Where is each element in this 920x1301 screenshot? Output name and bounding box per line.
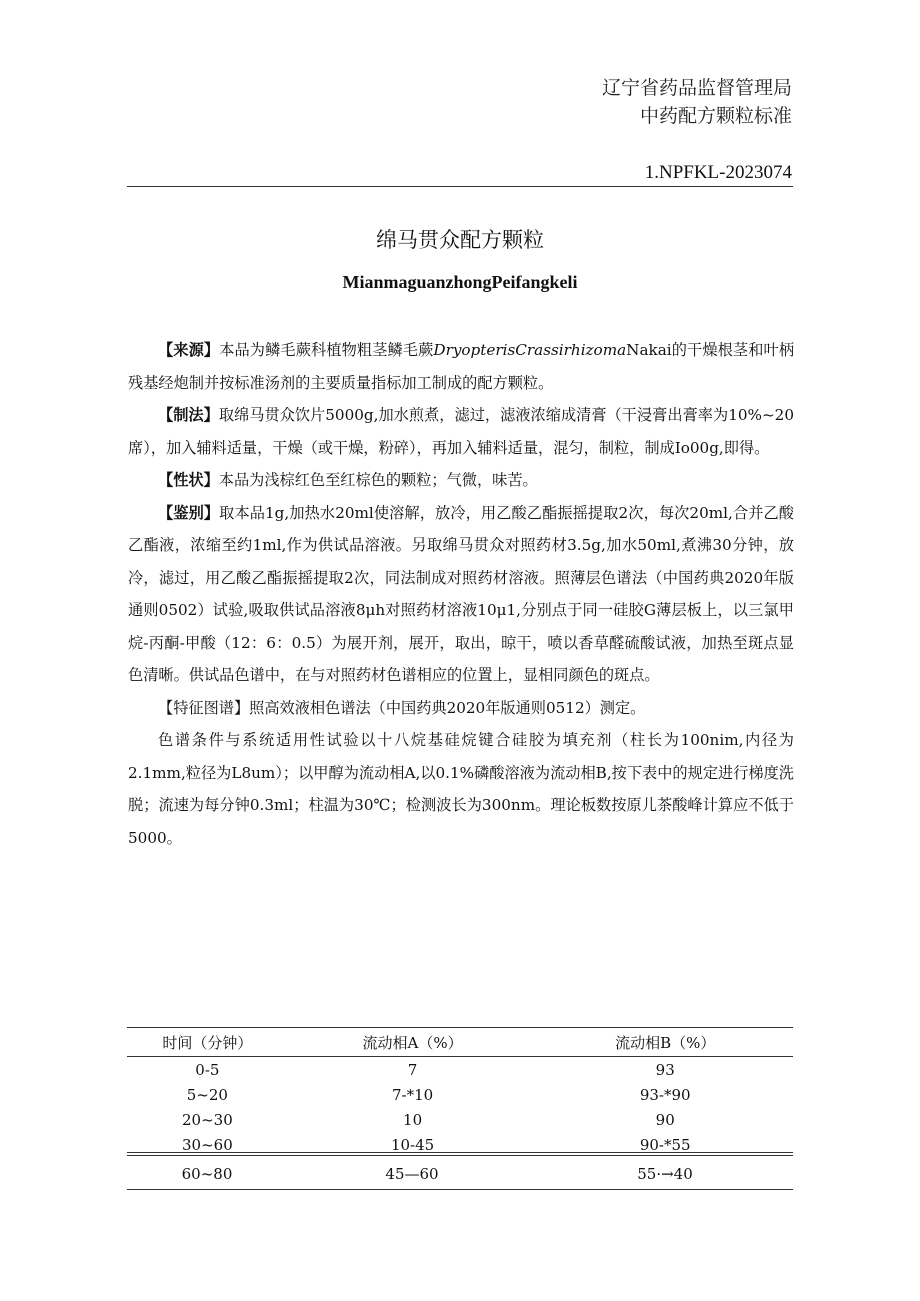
character-text: 本品为浅棕红色至红棕色的颗粒；气微，味苦。 — [218, 471, 538, 489]
table-cell: 45—60 — [385, 1165, 439, 1183]
method-paragraph — [128, 399, 794, 464]
table-header-time: 时间（分钟） — [127, 1028, 288, 1057]
table-cell: 30~60 — [182, 1135, 233, 1154]
table-cell: 10-45 — [390, 1135, 435, 1154]
source-latin: DryopterisCrassirhizoma — [433, 341, 627, 359]
method-text: 取绵马贯众饮片5000g,加水煎煮，滤过，滤液浓缩成清膏（干浸膏出膏率为10%~20席），加入辅料适量，干燥（或干燥，粉碎），再加入辅料适量，混匀，制粒，制成Io00g,即得。 — [128, 406, 795, 457]
table-cell: 90-*55 — [639, 1135, 691, 1154]
table-cell: 7-*10 — [391, 1085, 434, 1104]
character-label: 【性状】 — [158, 471, 219, 489]
gradient-table — [127, 1028, 793, 1157]
identify-text: 取本品1g,加热水20ml使溶解，放冷，用乙酸乙酯振摇提取2次，每次20ml,合并乙酸乙酯液，浓缩至约1ml,作为供试品溶液。另取绵马贯众对照药材3.5g,加水50ml,煮沸30分钟，放冷，滤过，用乙酸乙酯振摇提取2次，同法制成对照药材溶液。照薄层色谱法（中国药典2020年版通则0502）试验,吸取供试品溶液8μh对照药材溶液10μ1,分别点于同一硅胶G薄层板上，以三氯甲烷-丙酮-甲酸（12：6：0.5）为展开剂，展开，取出，晾干，喷以香草醛硫酸试液，加热至斑点显色清晰。供试品色谱中，在与对照药材色谱相应的位置上，显相同颜色的斑点。 — [128, 503, 794, 684]
table-cell: 90 — [655, 1110, 675, 1129]
table-cell: 5~20 — [186, 1085, 228, 1104]
issuer-name: 辽宁省药品监督管理局 — [601, 77, 792, 99]
table-header-phase-a: 流动相A（%） — [288, 1028, 538, 1057]
fingerprint-text: 照高效液相色谱法（中国药典2020年版通则0512）测定。 — [249, 698, 646, 717]
table-cell: 20~30 — [182, 1110, 233, 1129]
table-cell: 55·→40 — [637, 1165, 693, 1183]
source-paragraph — [128, 334, 794, 399]
method-label: 【制法】 — [158, 406, 219, 424]
character-paragraph — [128, 464, 794, 497]
table-cell: 10 — [403, 1110, 423, 1129]
identify-label: 【鉴别】 — [158, 503, 220, 522]
source-text-post: Nakai的干燥根茎和叶柄残基经炮制并按标准汤剂的主要质量指标加工制成的配方颗粒。 — [128, 341, 795, 392]
table-row — [127, 1107, 793, 1132]
fingerprint-label: 【特征图谱】 — [158, 698, 250, 717]
source-label: 【来源】 — [158, 341, 220, 359]
table-cell: 7 — [407, 1060, 418, 1079]
table-cell: 93-*90 — [639, 1085, 691, 1104]
conditions-text: 色谱条件与系统适用性试验以十八烷基硅烷键合硅胶为填充剂（柱长为100nim,内径为2.1mm,粒径为L8um）；以甲醇为流动相A,以0.1%磷酸溶液为流动相B,按下表中的规定进行梯度洗脱；流速为每分钟0.3ml；柱温为30℃；检测波长为300nm。理论板数按原儿茶酸峰计算应不低于5000。 — [128, 731, 794, 847]
standard-type: 中药配方颗粒标准 — [639, 105, 792, 127]
source-text-pre: 本品为鳞毛蕨科植物粗茎鳞毛蕨 — [219, 341, 434, 359]
identify-paragraph — [128, 497, 794, 692]
standard-code: 1.NPFKL-2023074 — [644, 162, 792, 183]
table-cell: 60~80 — [181, 1165, 233, 1183]
table-double-rule-lower — [127, 1155, 793, 1156]
fingerprint-paragraph — [128, 692, 794, 725]
document-body — [128, 334, 794, 854]
table-row — [127, 1082, 793, 1107]
header-divider — [127, 186, 793, 187]
table-row — [127, 1132, 793, 1157]
table-row — [127, 1057, 793, 1083]
table-double-rule-upper — [127, 1152, 793, 1153]
table-cell: 0-5 — [195, 1060, 220, 1079]
page-title: 绵马贯众配方颗粒 — [376, 228, 544, 252]
table-header-row — [127, 1028, 793, 1057]
table-header-phase-b: 流动相B（%） — [537, 1028, 793, 1057]
table-bottom-rule — [127, 1189, 793, 1190]
table-cell: 93 — [655, 1060, 675, 1079]
page-subtitle: MianmaguanzhongPeifangkeli — [342, 272, 578, 292]
conditions-paragraph — [128, 724, 794, 854]
table-row — [127, 1165, 793, 1183]
